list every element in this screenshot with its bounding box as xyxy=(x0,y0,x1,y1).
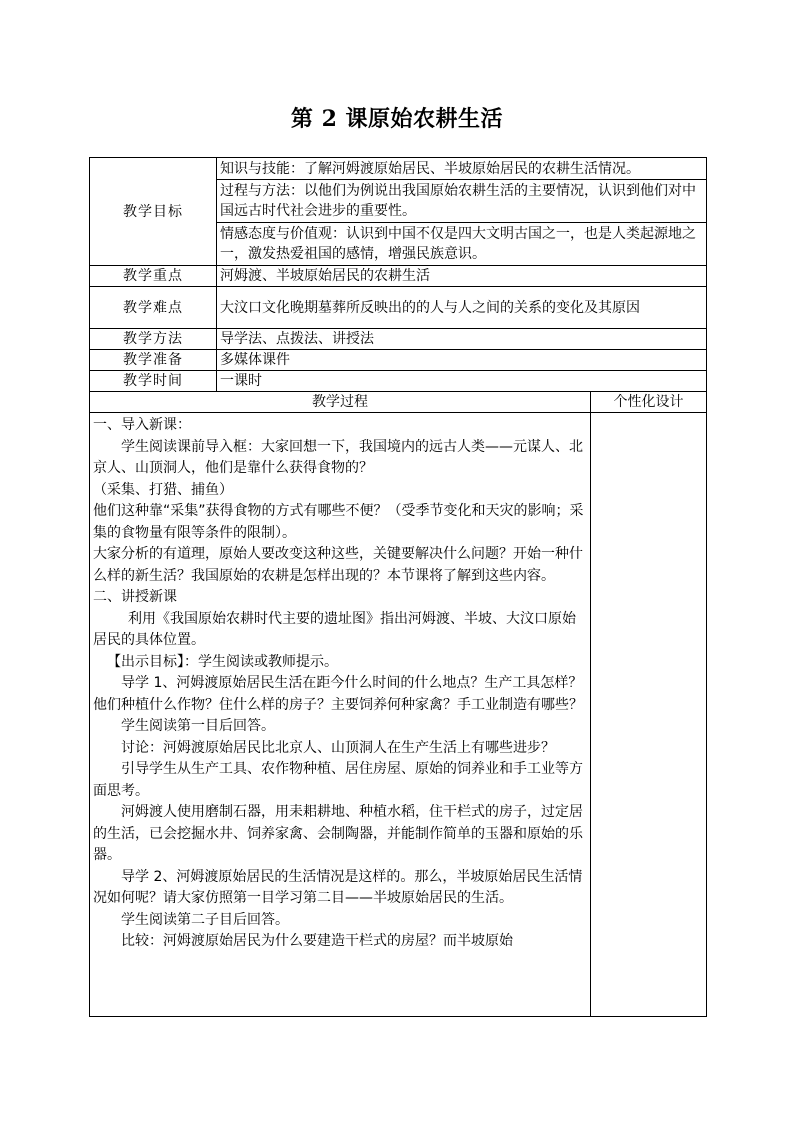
objective-process: 过程与方法：以他们为例说出我国原始农耕生活的主要情况，认识到他们对中国远古时代社会进步的重要性。 xyxy=(217,180,707,223)
process-content xyxy=(90,413,591,1017)
process-paragraph: 学生阅读第一目后回答。 xyxy=(121,718,275,734)
page-title: 第 2 课原始农耕生活 xyxy=(290,106,504,132)
process-paragraph: 大家分析的有道理，原始人要改变这种这些，关键要解决什么问题？开始一种什么样的新生活？我国原始的农耕是怎样出现的？本节课将了解到这些内容。 xyxy=(93,546,583,584)
process-paragraph: 学生阅读第二子目后回答。 xyxy=(121,911,289,928)
time-label: 教学时间 xyxy=(90,371,217,392)
time-value: 一课时 xyxy=(217,371,707,392)
process-paragraph: 他们这种靠“采集”获得食物的方式有哪些不便？（受季节变化和天灾的影响；采集的食物量有限等条件的限制）。 xyxy=(93,503,584,541)
method-label: 教学方法 xyxy=(90,329,217,350)
process-paragraph: 引导学生从生产工具、农作物种植、居住房屋、原始的饲养业和手工业等方面思考。 xyxy=(93,761,583,799)
process-paragraph: 学生阅读课前导入框：大家回想一下，我国境内的远古人类——元谋人、北京人、山顶洞人，他们是靠什么获得食物的？ xyxy=(93,438,583,476)
process-paragraph: 河姆渡人使用磨制石器，用耒耜耕地、种植水稻，住干栏式的房子，过定居的生活，已会挖掘水井、饲养家禽、会制陶器，并能制作简单的玉器和原始的乐器。 xyxy=(93,804,583,863)
process-paragraph: 导学 2、河姆渡原始居民的生活情况是这样的。那么，半坡原始居民生活情况如何呢？请大家仿照第一目学习第二目——半坡原始居民的生活。 xyxy=(93,868,583,906)
process-paragraph: 导学 1、河姆渡原始居民生活在距今什么时间的什么地点？生产工具怎样？他们种植什么作物？住什么样的房子？主要饲养何种家禽？手工业制造有哪些？ xyxy=(93,675,583,713)
preparation-value: 多媒体课件 xyxy=(217,350,707,371)
difficulty-label: 教学难点 xyxy=(90,287,217,329)
preparation-label: 教学准备 xyxy=(90,350,217,371)
section-new-lesson-heading: 二、讲授新课 xyxy=(93,589,177,605)
lesson-plan-table xyxy=(89,157,707,1017)
process-paragraph: 讨论：河姆渡原始居民比北京人、山顶洞人在生产生活上有哪些进步？ xyxy=(121,739,555,756)
difficulty-value: 大汶口文化晚期墓葬所反映出的的人与人之间的关系的变化及其原因 xyxy=(217,287,707,329)
personalized-design-cell xyxy=(591,413,707,1017)
method-value: 导学法、点拨法、讲授法 xyxy=(217,329,707,350)
focus-label: 教学重点 xyxy=(90,266,217,287)
process-paragraph: 比较：河姆渡原始居民为什么要建造干栏式的房屋？而半坡原始 xyxy=(121,933,513,949)
objectives-label: 教学目标 xyxy=(90,158,217,266)
focus-value: 河姆渡、半坡原始居民的农耕生活 xyxy=(217,266,707,287)
process-header: 教学过程 xyxy=(90,392,591,413)
objective-knowledge: 知识与技能：了解河姆渡原始居民、半坡原始居民的农耕生活情况。 xyxy=(217,158,707,180)
process-paragraph: （采集、打猎、捕鱼） xyxy=(93,481,233,498)
process-paragraph: 【出示目标】：学生阅读或教师提示。 xyxy=(107,653,338,670)
section-intro-heading: 一、导入新课： xyxy=(93,417,191,433)
objective-attitude: 情感态度与价值观：认识到中国不仅是四大文明古国之一，也是人类起源地之一，激发热爱祖国的感情，增强民族意识。 xyxy=(217,223,707,266)
personalized-design-header: 个性化设计 xyxy=(591,392,707,413)
process-paragraph: 利用《我国原始农耕时代主要的遗址图》指出河姆渡、半坡、大汶口原始居民的具体位置。 xyxy=(93,610,576,648)
